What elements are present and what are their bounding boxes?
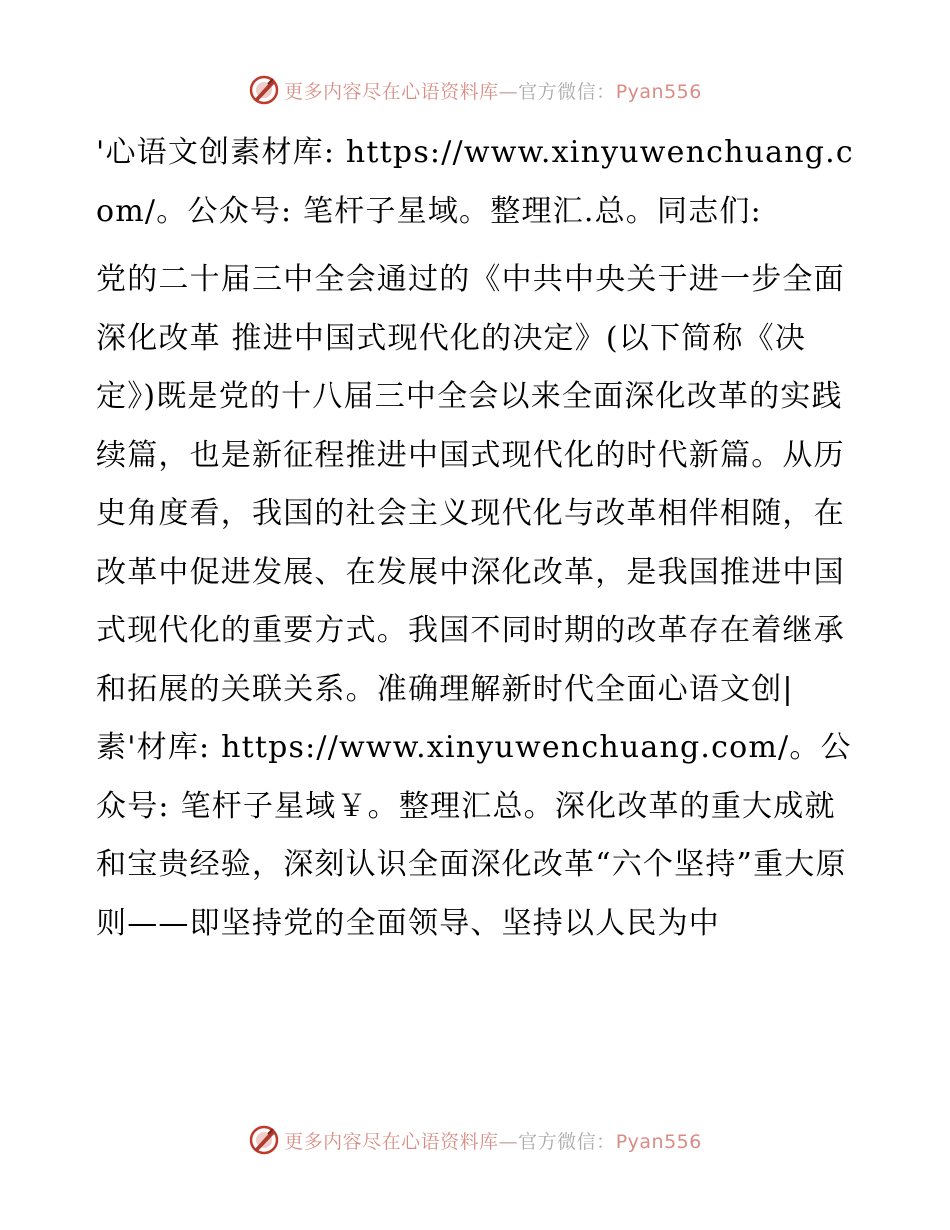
quill-seal-icon [248, 1124, 280, 1156]
quill-seal-icon [248, 74, 280, 106]
banner-text [284, 1127, 702, 1154]
banner-brand: 更多内容尽在心语资料库 [284, 1130, 499, 1153]
banner-separator: — [498, 1130, 519, 1153]
footer-banner [0, 1120, 950, 1160]
banner-wechat-label: 官方微信： [518, 1130, 616, 1153]
banner-brand: 更多内容尽在心语资料库 [284, 80, 499, 103]
header-banner [0, 70, 950, 110]
paragraph-intro: '心语文创素材库: https://www.xinyuwenchuang.com/。公众号: 笔杆子星域。整理汇.总。同志们: [96, 135, 854, 229]
banner-wechat-label: 官方微信： [518, 80, 616, 103]
paragraph-main: 党的二十届三中全会通过的《中共中央关于进一步全面深化改革 推进中国式现代化的决定》(以下简称《决定》)既是党的十八届三中全会以来全面深化改革的实践续篇，也是新征程推进中国式现代化的时代新篇。从历史角度看，我国的社会主义现代化与改革相伴相随，在改革中促进发展、在发展中深化改革，是我国推进中国式现代化的重要方式。我国不同时期的改革存在着继承和拓展的关联关系。准确理解新时代全面心语文创|素'材库: https://www.xinyuwenchuang.com/。公众号: 笔杆子星域￥。整理汇总。深化改革的重大成就和宝贵经验，深刻认识全面深化改革“六个坚持”重大原则——即坚持党的全面领导、坚持以人民为中 [96, 262, 852, 941]
banner-text [284, 77, 702, 104]
banner-separator: — [498, 80, 519, 103]
banner-wechat-id: Pyan556 [615, 80, 702, 103]
banner-wechat-id: Pyan556 [615, 1130, 702, 1153]
document-body [96, 124, 856, 953]
